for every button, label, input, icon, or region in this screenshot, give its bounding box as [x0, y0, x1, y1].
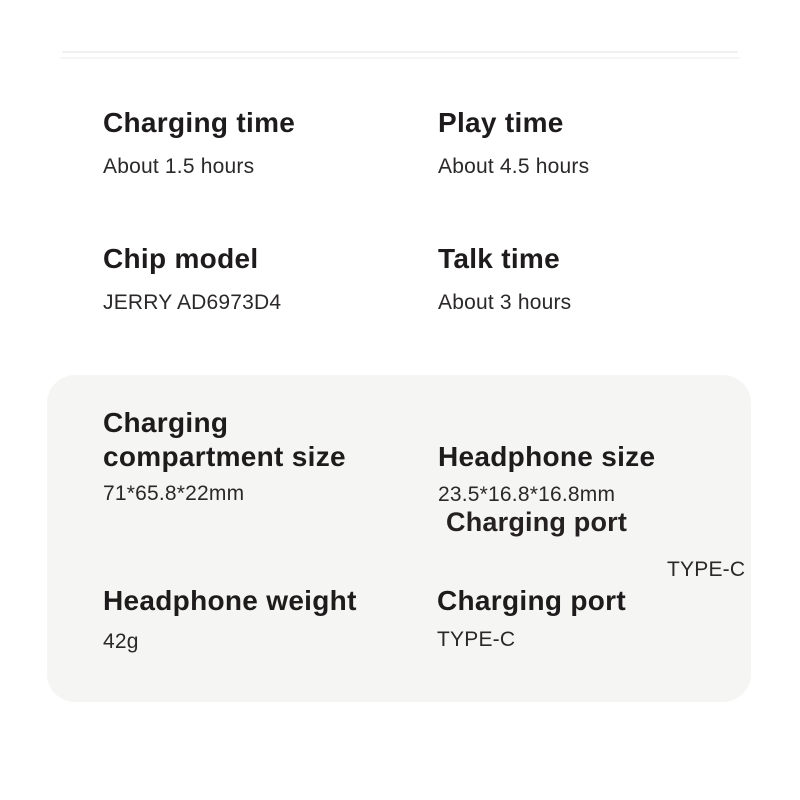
- play-time-value: About 4.5 hours: [438, 155, 590, 178]
- charging-port-overlay-value: TYPE-C: [667, 558, 746, 581]
- chip-model-label: Chip model: [103, 243, 259, 274]
- charging-time-label: Charging time: [103, 107, 296, 138]
- play-time-label: Play time: [438, 107, 564, 138]
- top-divider-line: [62, 51, 738, 53]
- headphone-size-label: Headphone size: [438, 441, 656, 472]
- headphone-weight-value: 42g: [103, 630, 139, 653]
- charging-port-label: Charging port: [437, 585, 626, 616]
- charging-port-overlay-label: Charging port: [446, 507, 628, 537]
- charging-compartment-size-label: Charging compartment size: [103, 407, 346, 472]
- charging-compartment-size-value: 71*65.8*22mm: [103, 482, 245, 505]
- headphone-weight-label: Headphone weight: [103, 585, 357, 616]
- top-divider-line-shadow: [60, 57, 740, 59]
- headphone-size-value: 23.5*16.8*16.8mm: [438, 483, 616, 506]
- chip-model-value: JERRY AD6973D4: [103, 291, 282, 314]
- charging-time-value: About 1.5 hours: [103, 155, 255, 178]
- talk-time-value: About 3 hours: [438, 291, 572, 314]
- charging-port-value: TYPE-C: [437, 628, 516, 651]
- talk-time-label: Talk time: [438, 243, 561, 274]
